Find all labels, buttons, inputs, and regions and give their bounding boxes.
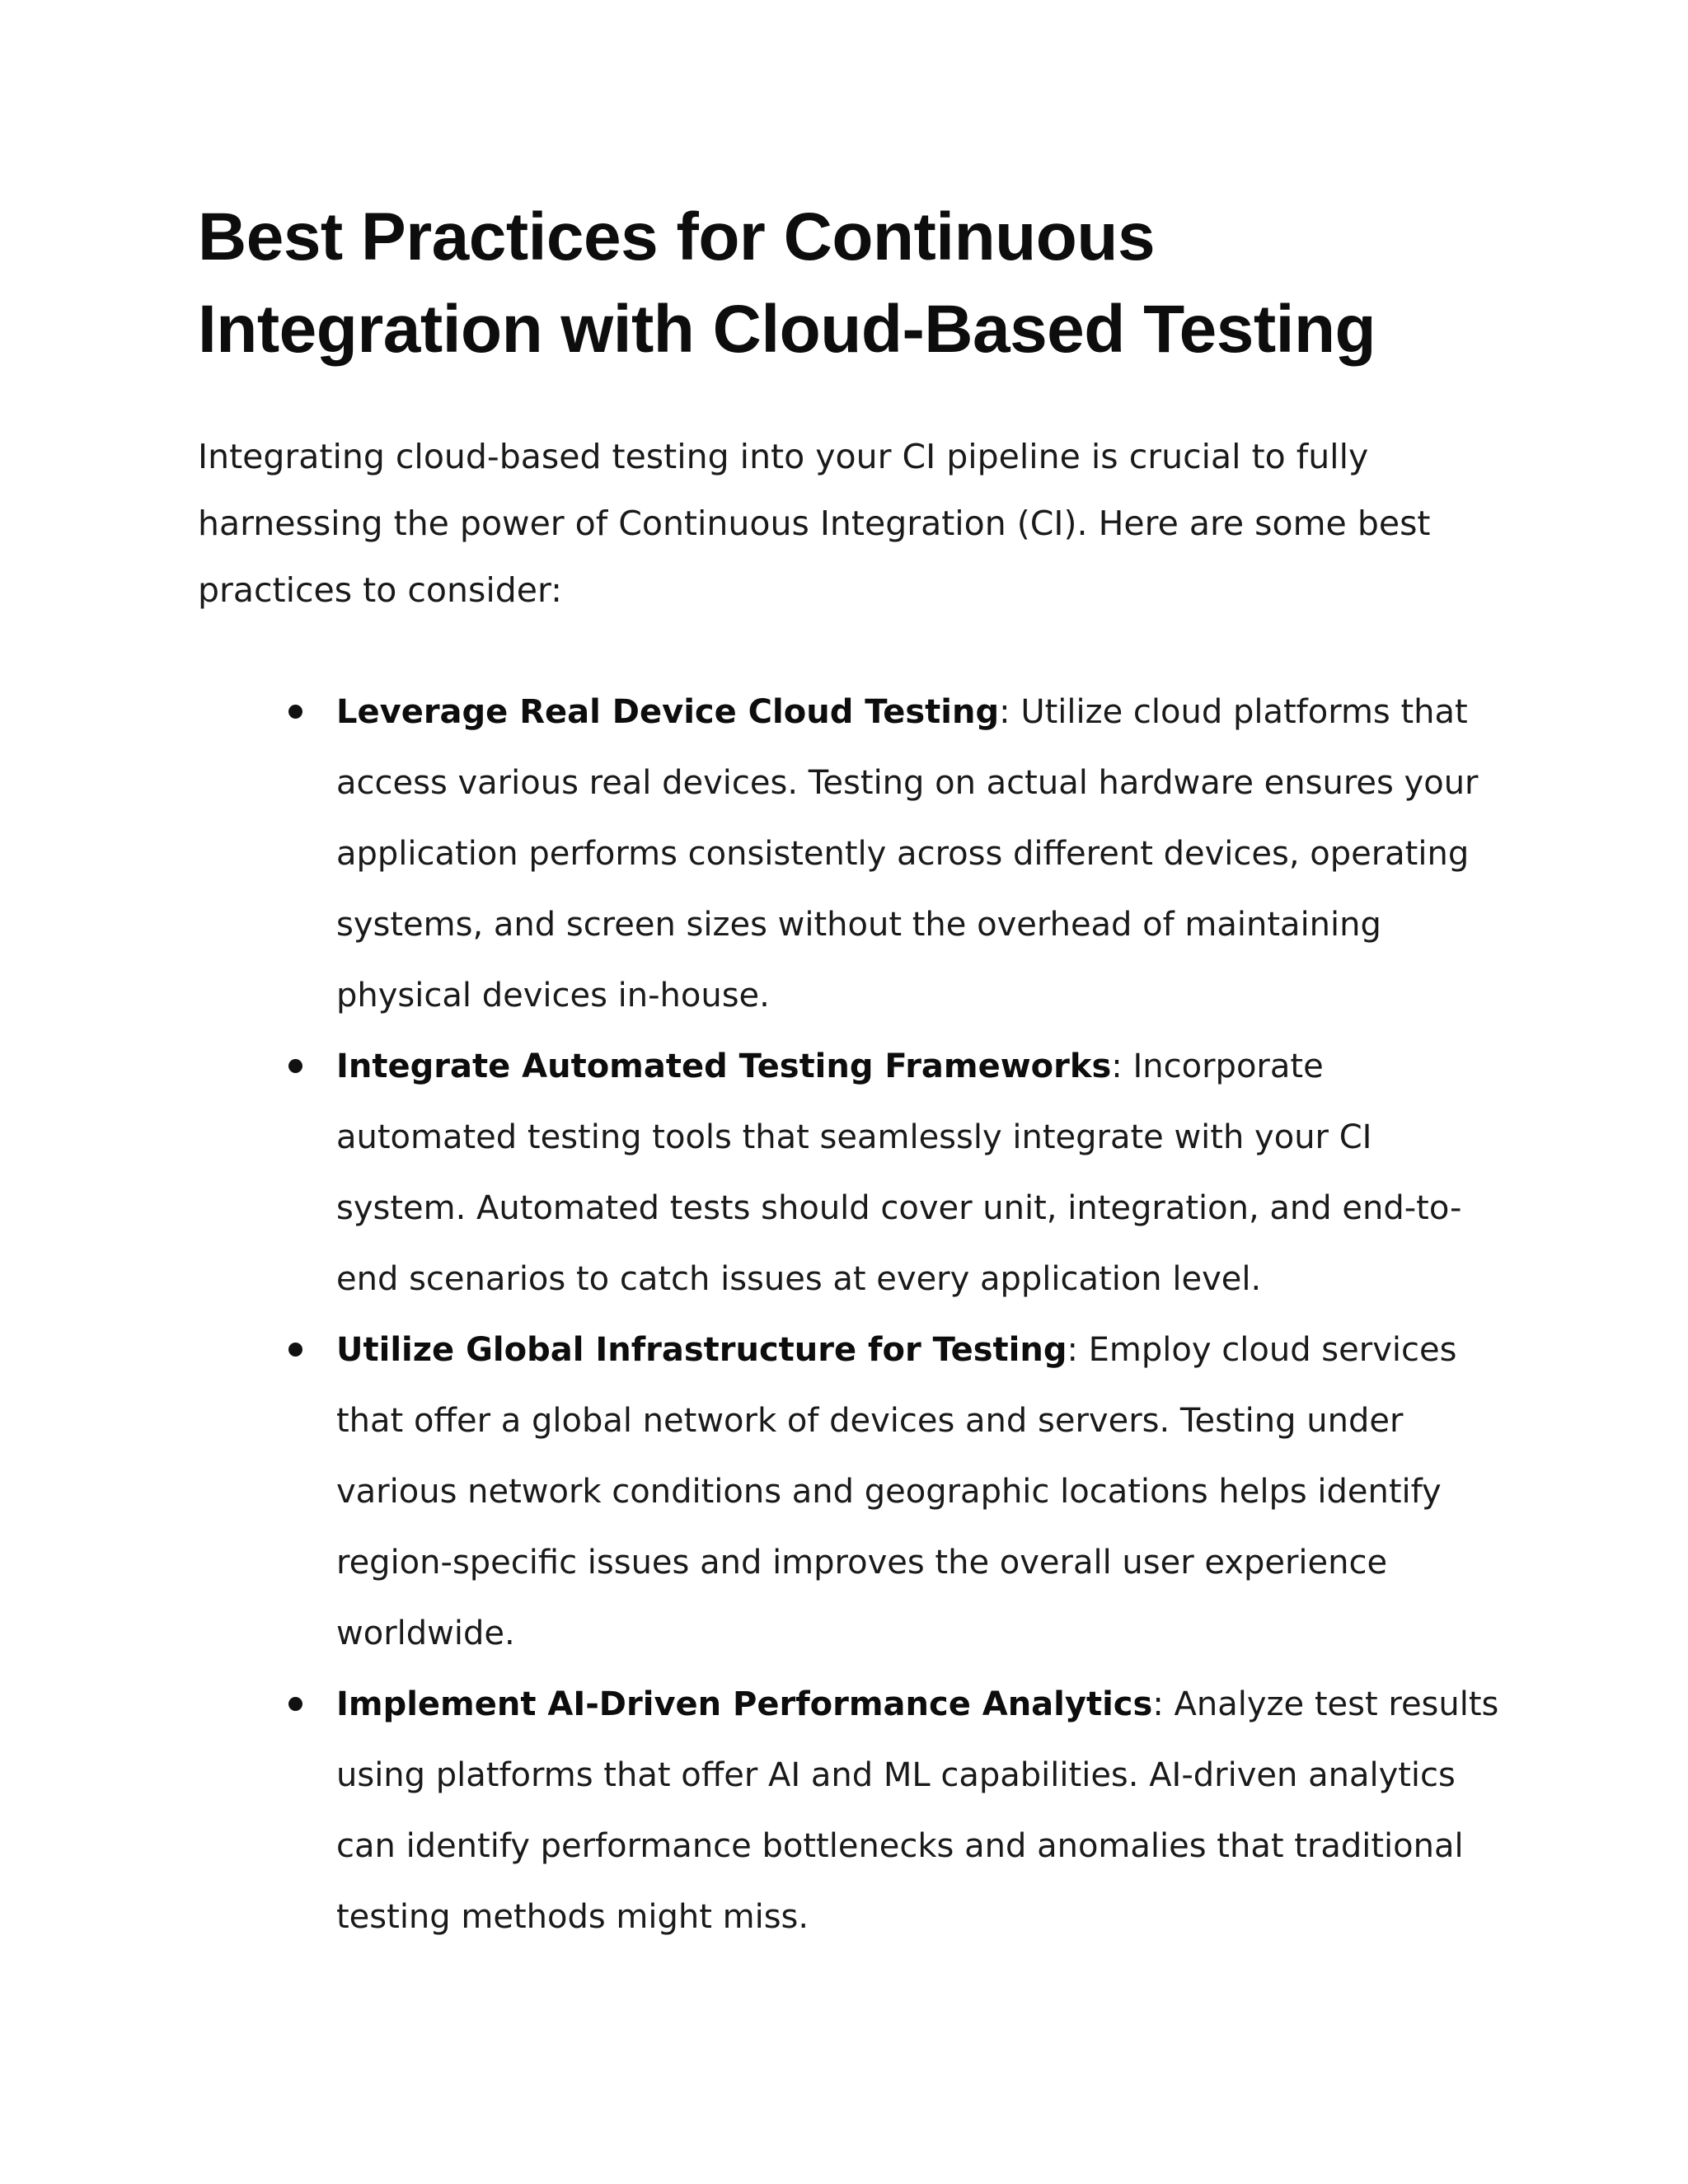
practices-list [198,677,1500,1952]
practice-separator: : [999,693,1021,731]
practice-text: Utilize cloud platforms that access various real devices. Testing on actual hardware ensures your application performs consistently across different devices, operating systems, and screen sizes without the overhead of maintaining physical devices in-house. [336,693,1479,1015]
practice-heading: Leverage Real Device Cloud Testing [336,693,1000,731]
practice-separator: : [1067,1331,1089,1369]
document-page [198,191,1500,1952]
bullet-icon [288,705,302,719]
practice-separator: : [1152,1685,1175,1723]
practice-heading: Integrate Automated Testing Frameworks [336,1047,1112,1085]
practice-heading: Implement AI-Driven Performance Analytics [336,1685,1153,1723]
list-item [336,1669,1507,1952]
list-item [336,677,1507,1031]
practice-text: Incorporate automated testing tools that seamlessly integrate with your CI system. Automated tests should cover unit, integration, and end-to-end scenarios to catch issues at every application level. [336,1047,1462,1298]
practice-text: Analyze test results using platforms that offer AI and ML capabilities. AI-driven analytics can identify performance bottlenecks and anomalies that traditional testing methods might miss. [336,1685,1499,1936]
page-title: Best Practices for Continuous Integration with Cloud-Based Testing [198,199,1376,367]
practice-text: Employ cloud services that offer a global network of devices and servers. Testing under various network conditions and geographic locations helps identify region-specific issues and improves the overall user experience worldwide. [336,1331,1457,1652]
practice-separator: : [1111,1047,1133,1085]
bullet-icon [288,1059,302,1073]
bullet-icon [288,1343,302,1357]
bullet-icon [288,1697,302,1711]
intro-paragraph: Integrating cloud-based testing into your CI pipeline is crucial to fully harnessing the power of Continuous Integration (CI). Here are some best practices to consider: [198,437,1431,610]
list-item [336,1315,1507,1669]
practice-heading: Utilize Global Infrastructure for Testing [336,1331,1067,1369]
list-item [336,1031,1507,1315]
